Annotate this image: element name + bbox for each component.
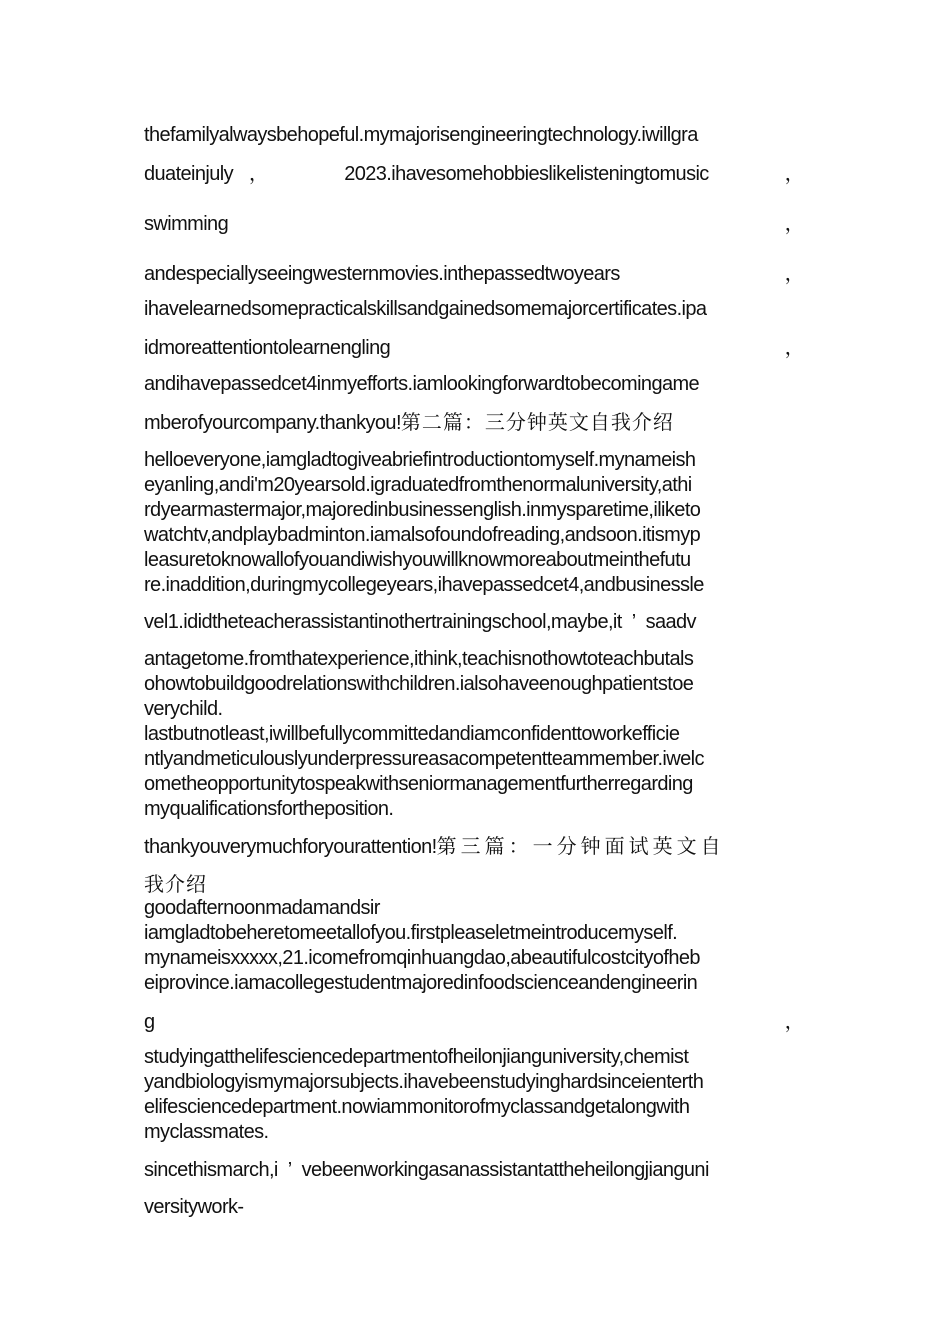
text-line: myclassmates. bbox=[144, 1121, 269, 1143]
text-fragment: ’ bbox=[287, 1159, 292, 1181]
text-fragment: ， bbox=[784, 213, 804, 235]
text-line: re.inaddition,duringmycollegeyears,ihavepassedcet4,andbusinessle bbox=[144, 574, 704, 596]
text-fragment: thankyouverymuchforyourattention! bbox=[144, 836, 437, 858]
text-fragment: sincethismarch,i bbox=[144, 1159, 278, 1181]
text-fragment: vebeenworkingasanassistantattheheilongjianguni bbox=[301, 1159, 709, 1181]
text-line: ntlyandmeticulouslyunderpressureasacompetentteammember.iwelc bbox=[144, 748, 704, 770]
text-line bbox=[144, 1157, 804, 1183]
text-line bbox=[144, 833, 804, 860]
section-heading: 第二篇：三分钟英文自我介绍 bbox=[400, 410, 674, 434]
text-line: versitywork- bbox=[144, 1196, 244, 1218]
text-line: helloeveryone,iamgladtogiveabriefintroductiontomyself.mynameish bbox=[144, 449, 696, 471]
text-line: verychild. bbox=[144, 698, 223, 720]
text-line bbox=[144, 409, 804, 436]
text-line: lastbutnotleast,iwillbefullycommittedandiamconfidenttoworkefficie bbox=[144, 723, 680, 745]
text-line: ometheopportunitytospeakwithseniormanagementfurtherregarding bbox=[144, 773, 693, 795]
text-fragment: ， bbox=[784, 163, 804, 185]
text-fragment: ， bbox=[784, 1011, 804, 1033]
text-line: ihavelearnedsomepracticalskillsandgainedsomemajorcertificates.ipa bbox=[144, 298, 707, 320]
text-line: elifesciencedepartment.nowiammonitorofmyclassandgetalongwith bbox=[144, 1096, 690, 1118]
text-fragment: ’ bbox=[631, 611, 636, 633]
text-line: rdyearmastermajor,majoredinbusinessenglish.inmysparetime,iliketo bbox=[144, 499, 701, 521]
text-fragment: andespeciallyseeingwesternmovies.inthepassedtwoyears bbox=[144, 263, 620, 285]
text-line bbox=[144, 335, 804, 361]
text-line: antagetome.fromthatexperience,ithink,teachisnothowtoteachbutals bbox=[144, 648, 694, 670]
text-fragment: ， bbox=[784, 337, 804, 359]
text-fragment: 2023.ihavesomehobbieslikelisteningtomusic bbox=[344, 163, 709, 185]
text-line: leasuretoknowallofyouandiwishyouwillknowmoreaboutmeinthefutu bbox=[144, 549, 691, 571]
text-line bbox=[144, 261, 804, 287]
text-line: eiprovince.iamacollegestudentmajoredinfoodscienceandengineerin bbox=[144, 972, 698, 994]
text-line: andihavepassedcet4inmyefforts.iamlookingforwardtobecomingame bbox=[144, 373, 700, 395]
text-fragment: vel1.ididtheteacherassistantinothertrainingschool,maybe,it bbox=[144, 611, 622, 633]
text-fragment: swimming bbox=[144, 213, 229, 235]
text-line: myqualificationsfortheposition. bbox=[144, 798, 394, 820]
text-line: studyingatthelifesciencedepartmentofheilonjianguniversity,chemist bbox=[144, 1046, 689, 1068]
text-fragment: mberofyourcompany.thankyou! bbox=[144, 412, 401, 434]
text-fragment: ， bbox=[248, 163, 269, 185]
text-fragment: ， bbox=[784, 263, 804, 285]
text-fragment: saadv bbox=[645, 611, 696, 633]
text-line: watchtv,andplaybadminton.iamalsofoundofreading,andsoon.itismyp bbox=[144, 524, 701, 546]
section-heading: 第三篇：一分钟面试英文自 bbox=[436, 834, 725, 858]
text-line bbox=[144, 1009, 804, 1035]
text-fragment: idmoreattentiontolearnengling bbox=[144, 337, 391, 359]
text-line bbox=[144, 161, 804, 187]
text-line: yandbiologyismymajorsubjects.ihavebeenstudyinghardsinceienterth bbox=[144, 1071, 704, 1093]
text-line: mynameisxxxxx,21.icomefromqinhuangdao,abeautifulcostcityofheb bbox=[144, 947, 700, 969]
text-fragment: duateinjuly bbox=[144, 163, 234, 185]
text-line: thefamilyalwaysbehopeful.mymajorisengineeringtechnology.iwillgra bbox=[144, 124, 698, 146]
text-line: iamgladtobeheretomeetallofyou.firstpleaseletmeintroducemyself. bbox=[144, 922, 678, 944]
text-line bbox=[144, 211, 804, 237]
text-fragment: g bbox=[144, 1011, 155, 1033]
section-heading-continued: 我介绍 bbox=[144, 872, 207, 896]
text-line: eyanling,andi'm20yearsold.igraduatedfromthenormaluniversity,athi bbox=[144, 474, 692, 496]
text-line: goodafternoonmadamandsir bbox=[144, 897, 380, 919]
text-line: ohowtobuildgoodrelationswithchildren.ialsohaveenoughpatientstoe bbox=[144, 673, 694, 695]
text-line bbox=[144, 609, 804, 635]
